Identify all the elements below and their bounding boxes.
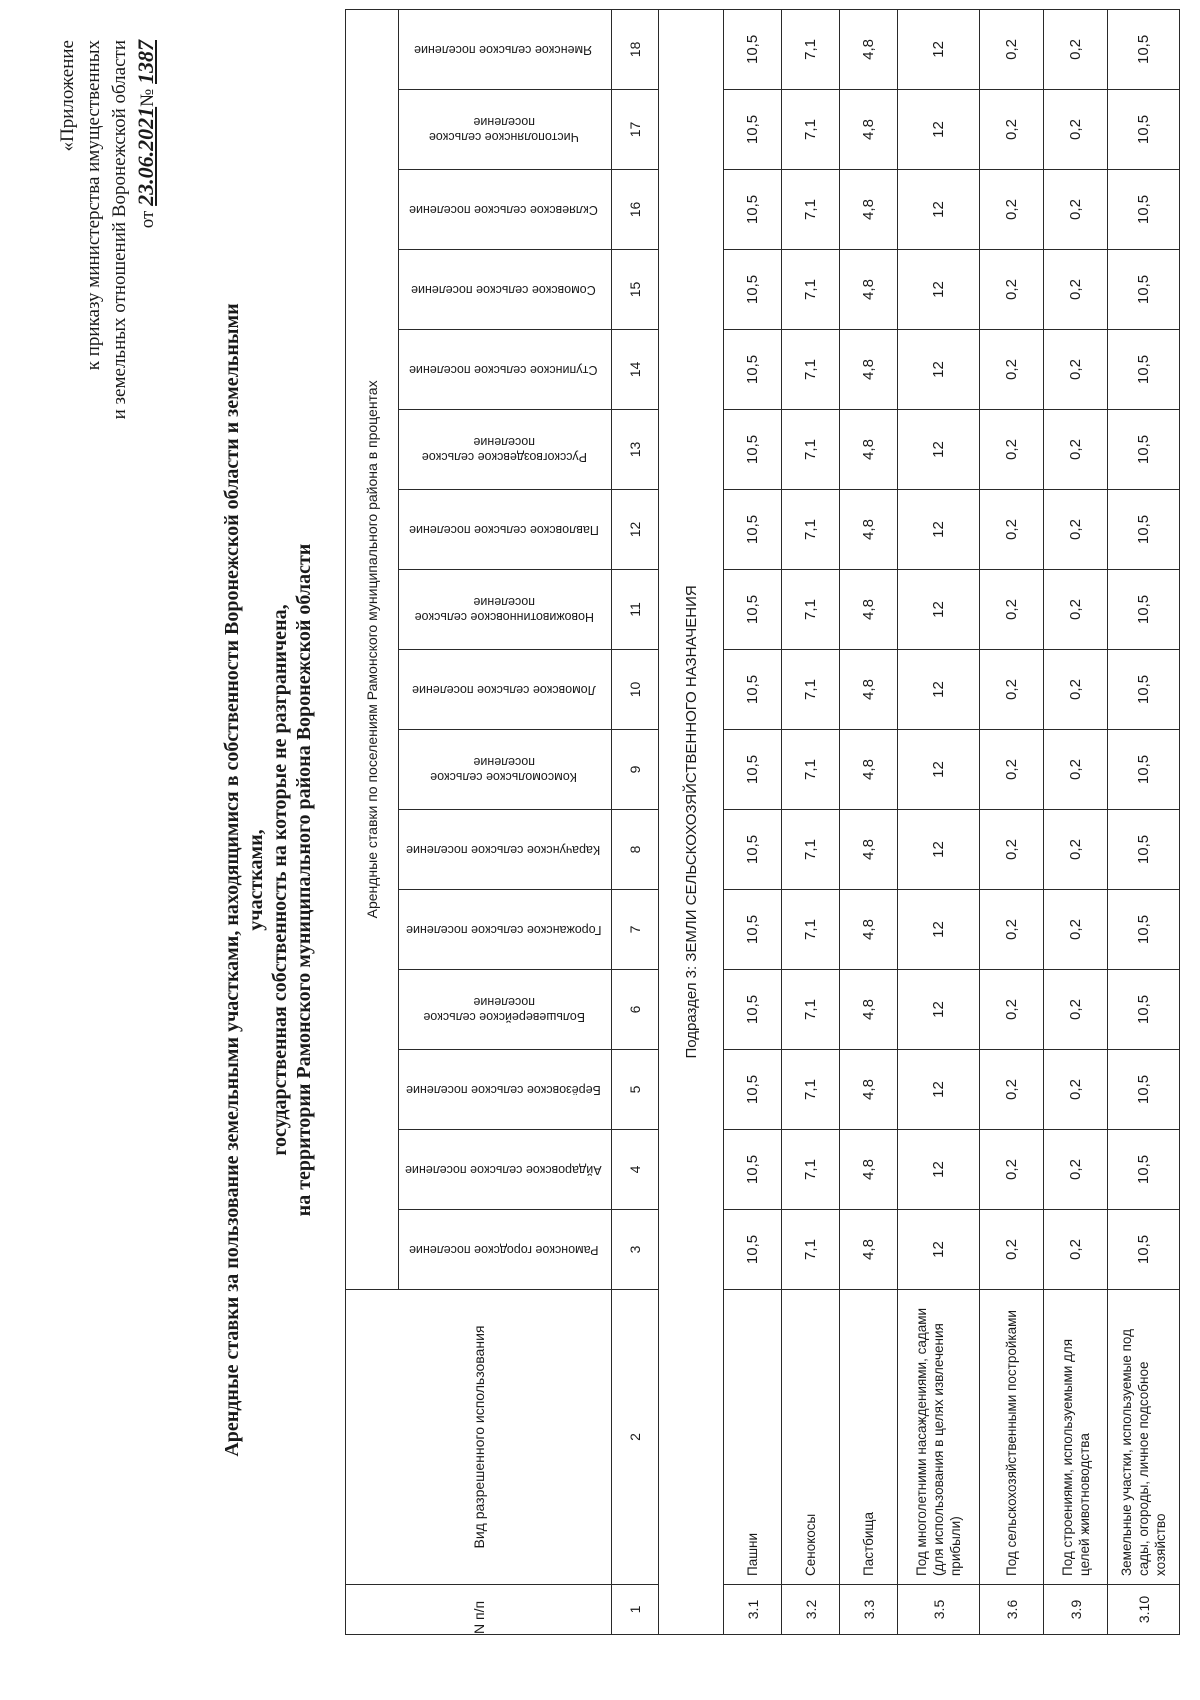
row-usage-name: Сенокосы <box>782 1290 840 1585</box>
rate-cell: 7,1 <box>782 970 840 1050</box>
table-row <box>1044 9 1108 1634</box>
rate-cell: 12 <box>898 1050 980 1130</box>
rate-cell: 4,8 <box>840 1210 898 1290</box>
row-code: 3.5 <box>898 1585 980 1635</box>
rate-cell: 10,5 <box>724 730 782 810</box>
rate-cell: 12 <box>898 170 980 250</box>
column-number: 17 <box>612 90 659 170</box>
rate-cell: 10,5 <box>1108 890 1180 970</box>
appendix-line-3: и земельных отношений Воронежской области <box>109 40 130 420</box>
row-usage-name: Под сельскохозяйственными постройками <box>980 1290 1044 1585</box>
column-number: 6 <box>612 970 659 1050</box>
rate-cell: 7,1 <box>782 1050 840 1130</box>
rates-table <box>345 9 1180 1635</box>
column-number: 2 <box>612 1290 659 1585</box>
rate-cell: 7,1 <box>782 1130 840 1210</box>
header-settlement <box>399 490 612 570</box>
row-code: 3.9 <box>1044 1585 1108 1635</box>
handwritten-number: 1387 <box>133 40 158 84</box>
rate-cell: 0,2 <box>1044 650 1108 730</box>
header-settlement <box>399 970 612 1050</box>
column-number: 9 <box>612 730 659 810</box>
rate-cell: 0,2 <box>1044 90 1108 170</box>
appendix-note <box>55 40 161 600</box>
table-row <box>840 9 898 1634</box>
column-number: 12 <box>612 490 659 570</box>
rate-cell: 10,5 <box>1108 90 1180 170</box>
appendix-line-2: к приказу министерства имущественных <box>83 40 104 371</box>
rate-cell: 0,2 <box>980 170 1044 250</box>
rate-cell: 4,8 <box>840 730 898 810</box>
rate-cell: 4,8 <box>840 970 898 1050</box>
header-row-group <box>346 9 399 1634</box>
rate-cell: 0,2 <box>1044 1130 1108 1210</box>
header-settlement <box>399 170 612 250</box>
rate-cell: 7,1 <box>782 250 840 330</box>
rate-cell: 4,8 <box>840 490 898 570</box>
rate-cell: 7,1 <box>782 90 840 170</box>
table-row <box>980 9 1044 1634</box>
rate-cell: 0,2 <box>1044 890 1108 970</box>
rate-cell: 7,1 <box>782 810 840 890</box>
rate-cell: 0,2 <box>1044 330 1108 410</box>
rate-cell: 12 <box>898 330 980 410</box>
settlement-name: Карачунское сельское поселение <box>406 843 601 857</box>
header-settlement <box>399 1050 612 1130</box>
header-usage-kind: Вид разрешенного использования <box>346 1290 612 1585</box>
rate-cell: 10,5 <box>1108 250 1180 330</box>
rate-cell: 7,1 <box>782 650 840 730</box>
column-numbers-row <box>612 9 659 1634</box>
rate-cell: 10,5 <box>724 250 782 330</box>
table-row <box>724 9 782 1634</box>
rate-cell: 12 <box>898 410 980 490</box>
rate-cell: 0,2 <box>980 1210 1044 1290</box>
section-title: Подраздел 3: ЗЕМЛИ СЕЛЬСКОХОЗЯЙСТВЕННОГО НАЗНАЧЕНИЯ <box>659 9 724 1634</box>
rate-cell: 10,5 <box>724 1050 782 1130</box>
rate-cell: 0,2 <box>1044 170 1108 250</box>
column-number: 7 <box>612 890 659 970</box>
header-settlement <box>399 810 612 890</box>
settlement-name: Павловское сельское поселение <box>408 523 599 537</box>
rate-cell: 10,5 <box>724 170 782 250</box>
header-npp: N п/п <box>346 1585 612 1635</box>
header-settlement <box>399 250 612 330</box>
document-title <box>220 300 316 1460</box>
rate-cell: 10,5 <box>1108 810 1180 890</box>
rate-cell: 0,2 <box>980 1130 1044 1210</box>
header-settlement <box>399 9 612 89</box>
settlement-name: Ступинское сельское поселение <box>409 363 598 377</box>
rate-cell: 0,2 <box>1044 1050 1108 1130</box>
rate-cell: 12 <box>898 9 980 89</box>
rate-cell: 12 <box>898 810 980 890</box>
rate-cell: 4,8 <box>840 810 898 890</box>
table-row <box>898 9 980 1634</box>
header-settlement <box>399 890 612 970</box>
rate-cell: 0,2 <box>1044 250 1108 330</box>
rate-cell: 10,5 <box>1108 1050 1180 1130</box>
settlement-name: Берёзовское сельское поселение <box>406 1083 601 1097</box>
column-number: 13 <box>612 410 659 490</box>
rate-cell: 0,2 <box>1044 1210 1108 1290</box>
rate-cell: 10,5 <box>1108 1210 1180 1290</box>
settlement-name: Большеверейское сельское поселение <box>422 995 585 1025</box>
column-number: 16 <box>612 170 659 250</box>
row-code: 3.6 <box>980 1585 1044 1635</box>
column-number: 18 <box>612 9 659 89</box>
rate-cell: 10,5 <box>1108 1130 1180 1210</box>
rate-cell: 10,5 <box>1108 9 1180 89</box>
rate-cell: 7,1 <box>782 9 840 89</box>
settlement-name: Новоживотинновское сельское поселение <box>413 595 594 625</box>
rate-cell: 12 <box>898 970 980 1050</box>
rate-cell: 0,2 <box>1044 9 1108 89</box>
rate-cell: 10,5 <box>724 970 782 1050</box>
title-line-3: на территории Рамонского муниципального района Воронежской области <box>293 543 315 1217</box>
rate-cell: 4,8 <box>840 890 898 970</box>
rate-cell: 10,5 <box>724 330 782 410</box>
rate-cell: 4,8 <box>840 410 898 490</box>
rate-cell: 10,5 <box>724 570 782 650</box>
appendix-date-line <box>133 40 161 600</box>
column-number: 1 <box>612 1585 659 1635</box>
rate-cell: 12 <box>898 90 980 170</box>
rate-cell: 7,1 <box>782 1210 840 1290</box>
rate-cell: 0,2 <box>980 90 1044 170</box>
row-code: 3.2 <box>782 1585 840 1635</box>
header-settlement <box>399 410 612 490</box>
rate-cell: 12 <box>898 890 980 970</box>
rate-cell: 0,2 <box>980 1050 1044 1130</box>
number-label: № <box>137 88 158 107</box>
rate-cell: 10,5 <box>1108 410 1180 490</box>
table-row <box>782 9 840 1634</box>
rate-cell: 7,1 <box>782 890 840 970</box>
rate-cell: 0,2 <box>1044 490 1108 570</box>
rate-cell: 10,5 <box>724 650 782 730</box>
rate-cell: 4,8 <box>840 650 898 730</box>
rate-cell: 12 <box>898 490 980 570</box>
settlement-name: Скляевское сельское поселение <box>409 203 598 217</box>
column-number: 10 <box>612 650 659 730</box>
rate-cell: 4,8 <box>840 250 898 330</box>
header-settlement <box>399 1210 612 1290</box>
rate-cell: 0,2 <box>980 730 1044 810</box>
settlement-name: Русскогвоздевское сельское поселение <box>420 435 587 465</box>
rate-cell: 7,1 <box>782 170 840 250</box>
header-settlement <box>399 330 612 410</box>
settlement-name: Яменское сельское поселение <box>414 42 593 57</box>
handwritten-date: 23.06.2021 <box>133 106 158 206</box>
rate-cell: 7,1 <box>782 410 840 490</box>
rate-cell: 10,5 <box>724 810 782 890</box>
header-settlement <box>399 90 612 170</box>
settlement-name: Айдаровское сельское поселение <box>405 1163 602 1177</box>
header-settlements-group: Арендные ставки по поселениям Рамонского муниципального района в процентах <box>346 9 399 1289</box>
rate-cell: 10,5 <box>1108 570 1180 650</box>
rate-cell: 12 <box>898 250 980 330</box>
table-body <box>659 9 1180 1634</box>
rate-cell: 12 <box>898 570 980 650</box>
header-settlement <box>399 570 612 650</box>
rate-cell: 0,2 <box>1044 570 1108 650</box>
rate-cell: 0,2 <box>980 9 1044 89</box>
settlement-name: Чистополянское сельское поселение <box>428 115 579 145</box>
settlement-name: Ломовское сельское поселение <box>411 683 596 697</box>
rate-cell: 4,8 <box>840 90 898 170</box>
rate-cell: 0,2 <box>980 330 1044 410</box>
section-row <box>659 9 724 1634</box>
rate-cell: 10,5 <box>724 490 782 570</box>
settlement-name: Рамонское городское поселение <box>408 1243 599 1257</box>
header-settlement <box>399 650 612 730</box>
rate-cell: 0,2 <box>980 890 1044 970</box>
column-number: 3 <box>612 1210 659 1290</box>
rate-cell: 10,5 <box>724 1130 782 1210</box>
title-line-2: государственная собственность на которые не разграничена, <box>269 604 291 1156</box>
rate-cell: 4,8 <box>840 9 898 89</box>
rate-cell: 0,2 <box>980 250 1044 330</box>
rate-cell: 7,1 <box>782 490 840 570</box>
title-line-1: Арендные ставки за пользование земельными участками, находящимися в собственности Воронежской области и земельными участками, <box>221 303 267 1457</box>
header-settlement <box>399 730 612 810</box>
rate-cell: 10,5 <box>1108 330 1180 410</box>
date-prefix: от <box>137 210 158 229</box>
row-usage-name: Пашни <box>724 1290 782 1585</box>
rate-cell: 0,2 <box>1044 810 1108 890</box>
header-settlement <box>399 1130 612 1210</box>
column-number: 5 <box>612 1050 659 1130</box>
rate-cell: 10,5 <box>724 410 782 490</box>
column-number: 11 <box>612 570 659 650</box>
rate-cell: 4,8 <box>840 1130 898 1210</box>
settlement-name: Комсомольское сельское поселение <box>430 755 577 785</box>
rate-cell: 4,8 <box>840 570 898 650</box>
rate-cell: 0,2 <box>980 650 1044 730</box>
rate-cell: 0,2 <box>1044 970 1108 1050</box>
rate-cell: 4,8 <box>840 330 898 410</box>
rate-cell: 0,2 <box>980 570 1044 650</box>
rate-cell: 10,5 <box>724 890 782 970</box>
column-number: 4 <box>612 1130 659 1210</box>
rate-cell: 12 <box>898 730 980 810</box>
rate-cell: 10,5 <box>1108 490 1180 570</box>
rate-cell: 4,8 <box>840 1050 898 1130</box>
row-usage-name: Земельные участки, используемые под сады, огороды, личное подсобное хозяйство <box>1108 1290 1180 1585</box>
column-number: 8 <box>612 810 659 890</box>
table-row <box>1108 9 1180 1634</box>
rate-cell: 10,5 <box>724 1210 782 1290</box>
rate-cell: 0,2 <box>1044 410 1108 490</box>
rate-cell: 7,1 <box>782 330 840 410</box>
rate-cell: 10,5 <box>1108 170 1180 250</box>
rate-cell: 12 <box>898 1130 980 1210</box>
column-number: 14 <box>612 330 659 410</box>
rate-cell: 10,5 <box>1108 970 1180 1050</box>
settlement-name: Сомовское сельское поселение <box>411 283 596 297</box>
row-code: 3.1 <box>724 1585 782 1635</box>
row-usage-name: Под многолетними насаждениями, садами (для использования в целях извлечения прибыли) <box>898 1290 980 1585</box>
rate-cell: 0,2 <box>980 810 1044 890</box>
rate-cell: 10,5 <box>1108 650 1180 730</box>
rate-cell: 10,5 <box>724 9 782 89</box>
rate-cell: 12 <box>898 650 980 730</box>
rate-cell: 7,1 <box>782 730 840 810</box>
column-number: 15 <box>612 250 659 330</box>
settlement-name: Горожанское сельское поселение <box>405 923 602 937</box>
rate-cell: 4,8 <box>840 170 898 250</box>
row-usage-name: Под строениями, используемыми для целей животноводства <box>1044 1290 1108 1585</box>
rate-cell: 10,5 <box>724 90 782 170</box>
appendix-line-1: «Приложение <box>57 40 78 152</box>
rate-cell: 7,1 <box>782 570 840 650</box>
rate-cell: 0,2 <box>1044 730 1108 810</box>
rate-cell: 10,5 <box>1108 730 1180 810</box>
row-code: 3.3 <box>840 1585 898 1635</box>
row-code: 3.10 <box>1108 1585 1180 1635</box>
rate-cell: 0,2 <box>980 410 1044 490</box>
row-usage-name: Пастбища <box>840 1290 898 1585</box>
rate-cell: 0,2 <box>980 490 1044 570</box>
rate-cell: 0,2 <box>980 970 1044 1050</box>
rate-cell: 12 <box>898 1210 980 1290</box>
